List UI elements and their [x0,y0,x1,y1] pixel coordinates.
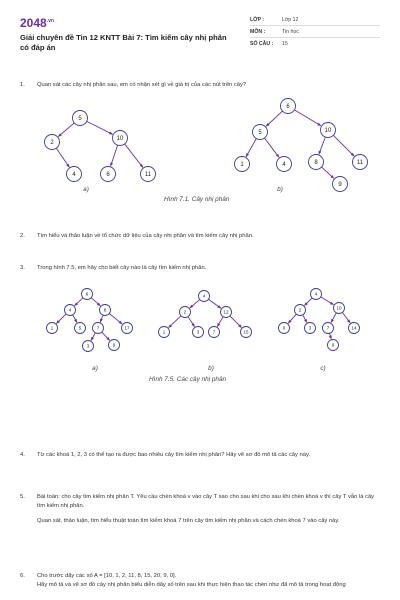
meta-key: SỐ CÂU : [250,40,274,47]
tree-node-label: 3 [86,343,90,349]
question-text: Hãy mô tả và vẽ sơ đồ cây nhị phân biểu diễn dãy số trên sau khi thực hiện thao tác chèn như đã mô tả trong hoạt động [37,582,346,588]
tree-node-label: 4 [68,307,72,313]
tree-node-label: 2 [50,140,54,147]
edge-arrowhead [319,151,322,155]
tree-node-label: 3 [196,329,200,335]
edge-6-5 [267,111,283,126]
edge-5-10 [87,121,112,134]
edge-10-11 [333,135,353,155]
tree-node-label: 3 [308,325,312,331]
edge-6-10 [294,110,320,126]
tree-node-label: 15 [243,329,249,335]
edge-arrowhead [74,319,77,323]
edge-arrowhead [217,323,220,327]
tree-node-label: 6 [106,172,110,179]
figure-7-5-sublabel-b: b) [208,365,214,372]
figure-7-5-sublabel-a: a) [92,365,98,372]
figure-7-1-sublabel-a: a) [83,186,89,193]
question-1 [20,81,380,96]
tree-node-label: 0 [282,325,286,331]
tree-node-label: 10 [324,128,332,135]
tree-7-1-b [235,99,368,192]
tree-node-label: 10 [116,136,124,143]
edge-arrowhead [110,163,113,167]
tree-node-label: 8 [103,307,107,313]
tree-node-label: 8 [314,160,318,167]
edge-arrowhead [329,335,332,339]
edge-arrowhead [304,319,307,323]
question-4 [20,451,380,466]
tree-node-label: 4 [314,291,318,297]
meta-key: LỚP : [250,16,265,23]
tree-node-label: 4 [282,162,286,169]
tree-node-label: 9 [331,342,335,348]
question-number: 4. [20,452,25,458]
meta-row-count [250,38,380,49]
tree-node-label: 5 [78,325,82,331]
logo-text: 2048 [20,16,47,30]
question-text: Cho trước dãy các số A = [10, 1, 2, 11, 8, 15, 20, 9, 0]. [37,573,177,579]
question-6 [20,572,380,590]
tree-node-label: 5 [258,130,262,137]
meta-row-subject [250,26,380,38]
tree-node-label: 9 [338,182,342,189]
question-number: 2. [20,233,25,239]
meta-row-class [250,14,380,26]
tree-node-label: 11 [144,172,152,179]
tree-node-label: 5 [78,116,82,123]
tree-node-label: 14 [351,325,357,331]
question-text: Quan sát các cây nhị phân sau, em có nhận xét gì về giá trị của các nút trên cây? [37,82,247,88]
edge-arrowhead [91,337,94,341]
tree-node-label: 1 [240,162,244,169]
tree-7-5-a [47,289,133,352]
edge-arrowhead [109,132,113,135]
edge-arrowhead [192,323,195,327]
tree-node-label: 2 [298,307,302,313]
figure-7-5-diagram [40,282,360,378]
edge-2-4 [56,148,69,166]
meta-key: MÔN : [250,28,266,35]
question-text: Từ các khoá 1, 2, 3 có thể tạo ra được bao nhiêu cây tìm kiếm nhị phân? Hãy vẽ sơ đồ mô tả các cây này. [37,452,311,458]
question-text: Bài toán: cho cây tìm kiếm nhị phân T. Yêu cầu chèn khoá v vào cây T sao cho sau khi cho sau khi chèn khoá v thì cây T vẫn là cây tìm kiếm nhị phân. [37,494,375,509]
tree-7-1-a [45,111,156,182]
edge-10-8 [319,137,325,154]
question-5 [20,493,380,532]
tree-node-label: 9 [112,342,116,348]
edge-5-2 [59,123,74,136]
tree-7-5-b [159,291,252,338]
question-number: 1. [20,82,25,88]
tree-node-label: 17 [124,325,130,331]
meta-value: Lớp 12 [282,16,299,23]
question-text: Quan sát, thảo luận, tìm hiểu thuật toán tìm kiếm khoá 7 trên cây tìm kiếm nhị phân và cách chèn khoá 7 vào cây này. [37,518,340,524]
figure-7-1-sublabel-b: b) [277,186,283,193]
figure-7-1-caption: Hình 7.1. Cây nhị phân [164,196,230,203]
figure-7-5-caption: Hình 7.5. Các cây nhị phân [149,376,227,383]
tree-node-label: 12 [223,309,229,315]
edge-arrowhead [331,319,334,323]
question-2 [20,232,380,247]
tree-node-label: 7 [212,329,216,335]
edge-arrowhead [317,123,321,126]
meta-value: Tin học [282,28,299,35]
edge-5-1 [246,139,256,157]
tree-node-label: 6 [85,291,89,297]
edge-10-6 [111,145,118,165]
tree-node-label: 10 [336,305,342,311]
question-number: 5. [20,494,25,500]
tree-node-label: 4 [72,172,76,179]
tree-node-label: 7 [326,325,330,331]
edge-arrowhead [100,319,103,323]
logo-suffix: .vn [46,18,54,24]
figure-7-1-diagram [30,98,380,210]
question-number: 3. [20,265,25,271]
meta-box [250,14,380,49]
edge-arrowhead [330,302,334,305]
tree-node-label: 11 [356,160,364,167]
tree-node-label: 4 [202,293,206,299]
question-text: Tìm hiểu và thảo luận về tổ chức dữ liệu của cây nhị phân và tìm kiếm cây nhị phân. [37,233,254,239]
tree-node-label: 1 [50,325,54,331]
tree-node-label: 6 [286,104,290,111]
question-3 [20,264,380,279]
edge-arrowhead [246,153,249,157]
meta-value: 15 [282,40,288,47]
tree-node-label: 2 [183,309,187,315]
figure-7-5-sublabel-c: c) [320,365,326,372]
edge-5-4 [265,138,279,157]
document-title: Giải chuyên đề Tin 12 KNTT Bài 7: Tìm kiếm cây nhị phân có đáp án [20,33,227,52]
site-logo[interactable] [20,16,54,30]
tree-node-label: 1 [162,329,166,335]
question-number: 6. [20,573,25,579]
tree-node-label: 7 [96,325,100,331]
tree-7-5-c [279,289,360,351]
edge-10-11 [125,144,143,167]
question-text: Trong hình 7.5, em hãy cho biết cây nào là cây tìm kiếm nhị phân. [37,265,207,271]
